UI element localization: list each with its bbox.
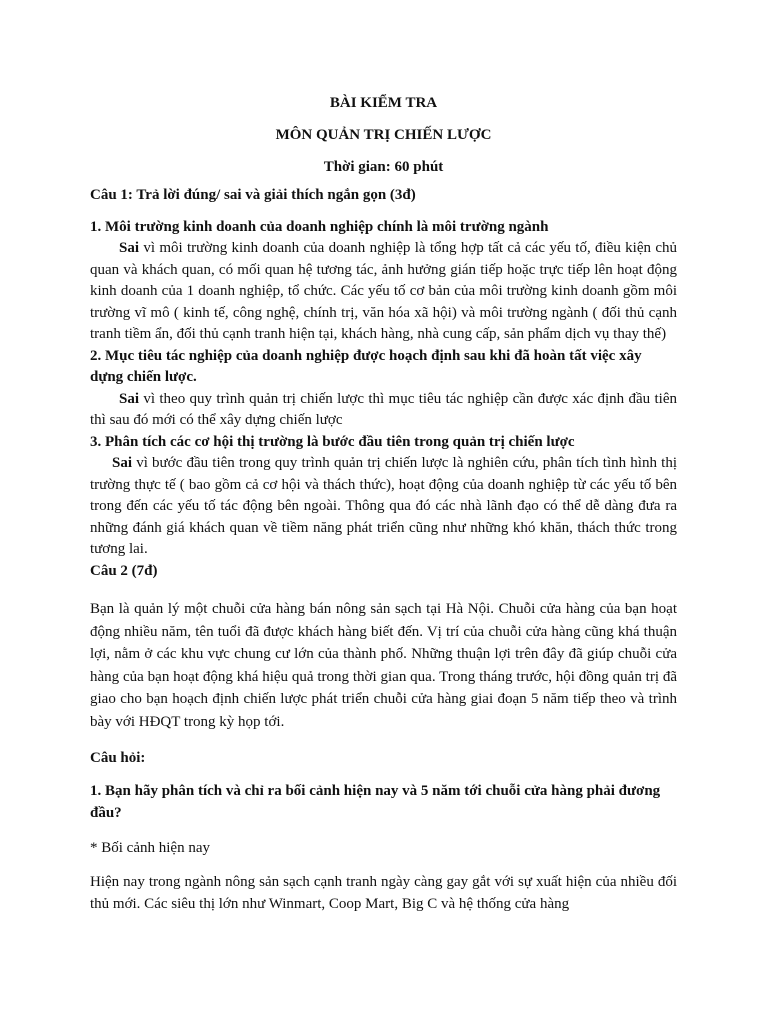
explanation-2: vì theo quy trình quản trị chiến lược thì mục tiêu tác nghiệp cần được xác định đầu tiên thì sau đó mới có thể xây dựng chiến lược — [90, 390, 677, 428]
questions-label: Câu hỏi: — [90, 749, 146, 766]
statement-3: 3. Phân tích các cơ hội thị trường là bước đầu tiên trong quản trị chiến lược — [90, 433, 575, 450]
explanation-1: vì môi trường kinh doanh của doanh nghiệp là tổng hợp tất cả các yếu tố, điều kiện chủ quan và khách quan, có mối quan hệ tương tác, ảnh hưởng gián tiếp hoặc trực tiếp lên hoạt động kinh doanh của 1 doanh nghiệp, tổ chức. Các yếu tố cơ bản của môi trường kinh doanh gồm môi trường vĩ mô ( kinh tế, công nghệ, chính trị, văn hóa xã hội) và môi trường ngành ( đối thủ cạnh tranh tiềm ẩn, đối thủ cạnh tranh hiện tại, khách hàng, nhà cung cấp, sản phẩm dịch vụ thay thế) — [90, 240, 677, 342]
answer-1 — [90, 238, 677, 346]
statement-1: 1. Môi trường kinh doanh của doanh nghiệp chính là môi trường ngành — [90, 218, 549, 235]
question-1-heading: Câu 1: Trả lời đúng/ sai và giải thích ngắn gọn (3đ) — [90, 187, 416, 203]
verdict-1: Sai — [119, 240, 140, 256]
scenario-paragraph: Bạn là quản lý một chuỗi cửa hàng bán nông sản sạch tại Hà Nội. Chuỗi cửa hàng của bạn hoạt động nhiều năm, tên tuổi đã được khách hàng biết đến. Vị trí của chuỗi cửa hàng cũng khá thuận lợi, nằm ở các khu vực chung cư lớn của thành phố. Những thuận lợi trên đây đã giúp chuỗi cửa hàng của bạn hoạt động khá hiệu quả trong thời gian qua. Trong tháng trước, hội đồng quản trị đã giao cho bạn hoạch định chiến lược phát triển chuỗi cửa hàng giai đoạn 5 năm tiếp theo và trình bày với HĐQT trong kỳ họp tới. — [90, 601, 677, 730]
question-2-heading: Câu 2 (7đ) — [90, 562, 158, 579]
time-limit: Thời gian: 60 phút — [323, 159, 444, 175]
context-paragraph: Hiện nay trong ngành nông sản sạch cạnh tranh ngày càng gay gắt với sự xuất hiện của nhiều đối thủ mới. Các siêu thị lớn như Winmart, Coop Mart, Big C và hệ thống cửa hàng — [90, 873, 677, 913]
answer-2 — [90, 389, 677, 432]
sub-question-1: 1. Bạn hãy phân tích và chỉ ra bối cảnh hiện nay và 5 năm tới chuỗi cửa hàng phải đương đầu? — [90, 782, 661, 822]
explanation-3: vì bước đầu tiên trong quy trình quản trị chiến lược là nghiên cứu, phân tích tình hình thị trường thực tế ( bao gồm cả cơ hội và thách thức), hoạt động của doanh nghiệp từ các yếu tố bên trong đến các yếu tố tác động bên ngoài. Thông qua đó các nhà lãnh đạo có thể dễ dàng đưa ra những đánh giá khách quan về tiềm năng phát triển cũng như những khó khăn, thách thức trong tương lai. — [90, 455, 677, 557]
document-body — [90, 92, 677, 916]
exam-title: BÀI KIỂM TRA — [329, 95, 438, 111]
subject-title: MÔN QUẢN TRỊ CHIẾN LƯỢC — [275, 127, 492, 143]
verdict-2: Sai — [119, 390, 140, 407]
answer-3 — [90, 453, 677, 561]
verdict-3: Sai — [112, 455, 133, 471]
statement-2: 2. Mục tiêu tác nghiệp của doanh nghiệp được hoạch định sau khi đã hoàn tất việc xây dựng chiến lược. — [90, 347, 642, 385]
context-label: * Bối cảnh hiện nay — [90, 839, 210, 856]
